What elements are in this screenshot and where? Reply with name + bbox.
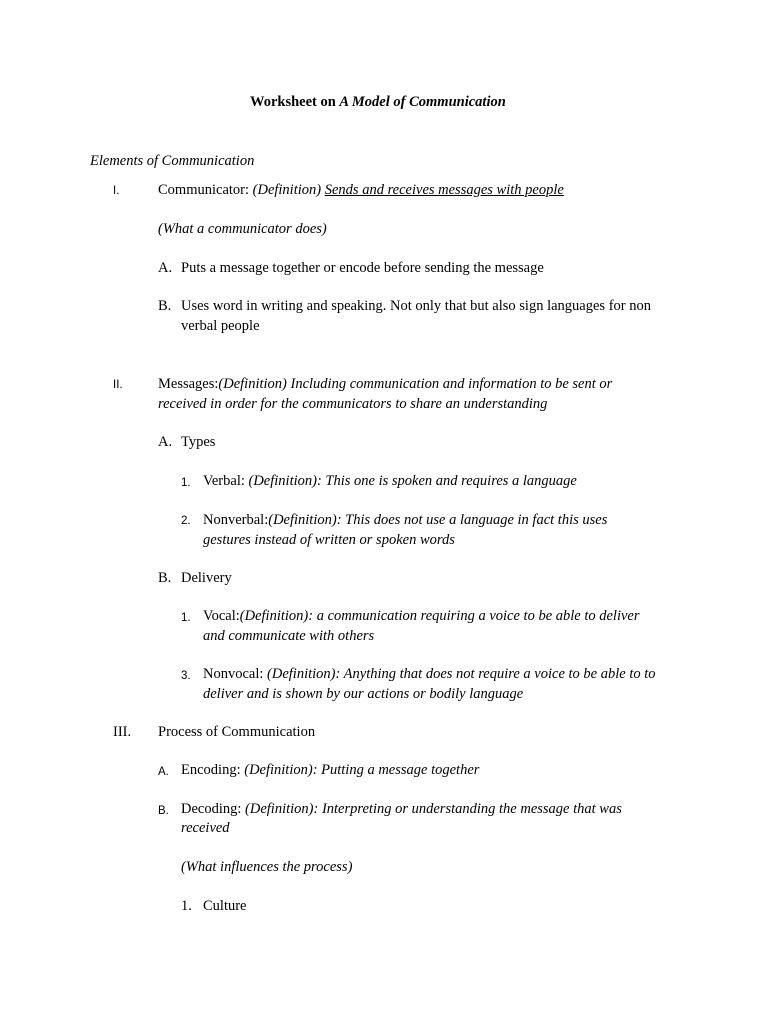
- s3-item-b-letter: B.: [158, 805, 169, 817]
- messages-label: Messages:: [158, 376, 219, 392]
- section-2-heading-line1: [158, 375, 612, 395]
- s2-a2-number: 2.: [181, 515, 191, 527]
- nonverbal-label: Nonverbal:: [203, 512, 269, 528]
- verbal-definition: (Definition): This one is spoken and requires a language: [248, 473, 577, 489]
- messages-definition-line1: (Definition) Including communication and information to be sent or: [218, 376, 613, 392]
- communicator-definition-tag: (Definition): [252, 182, 325, 198]
- s2-a1-line: [203, 472, 577, 492]
- s3-item-a-line: [181, 761, 479, 781]
- s2-item-b-text: Delivery: [181, 570, 232, 586]
- s1-item-b-letter: B.: [158, 298, 172, 314]
- s2-a2-line1: [203, 511, 607, 531]
- communicator-label: Communicator:: [158, 182, 253, 198]
- s3-item-b-line1: [181, 800, 622, 820]
- s2-b1-line1: [203, 607, 640, 627]
- messages-definition-line2: received in order for the communicators to share an understanding: [158, 396, 548, 412]
- decoding-definition-line2: received: [181, 820, 230, 836]
- s3-c1-number: 1.: [181, 898, 192, 914]
- title-prefix: Worksheet on: [250, 94, 340, 110]
- encoding-definition: (Definition): Putting a message together: [244, 762, 480, 778]
- s2-item-a-text: Types: [181, 434, 216, 450]
- s2-item-a-letter: A.: [158, 434, 173, 450]
- s3-c1-text: Culture: [203, 898, 247, 914]
- nonvocal-definition-line2: deliver and is shown by our actions or bodily language: [203, 686, 524, 702]
- encoding-label: Encoding:: [181, 762, 245, 778]
- s1-item-b-line2: verbal people: [181, 318, 260, 334]
- s2-b3-line1: [203, 665, 656, 685]
- nonverbal-definition-line2: gestures instead of written or spoken words: [203, 532, 455, 548]
- s3-item-a-letter: A.: [158, 766, 169, 778]
- vocal-definition-line1: (Definition): a communication requiring a voice to be able to deliver: [239, 608, 640, 624]
- s2-item-b-letter: B.: [158, 570, 172, 586]
- s2-b3-number: 3.: [181, 670, 191, 682]
- communicator-answer: Sends and receives messages with people: [324, 182, 564, 198]
- section-1-numeral: I.: [113, 185, 120, 197]
- s1-item-a-letter: A.: [158, 260, 173, 276]
- title-italic: A Model of Communication: [339, 94, 506, 110]
- section-heading: Elements of Communication: [90, 153, 255, 169]
- page-title: [250, 93, 506, 113]
- nonverbal-definition-line1: (Definition): This does not use a language in fact this uses: [268, 512, 608, 528]
- decoding-definition-line1: (Definition): Interpreting or understanding the message that was: [245, 801, 622, 817]
- nonvocal-label: Nonvocal:: [203, 666, 268, 682]
- s2-b1-number: 1.: [181, 612, 191, 624]
- nonvocal-definition-line1: (Definition): Anything that does not require a voice to be able to to: [267, 666, 656, 682]
- section-1-heading: [158, 181, 564, 201]
- vocal-label: Vocal:: [203, 608, 240, 624]
- verbal-label: Verbal:: [203, 473, 249, 489]
- s1-item-a-text: Puts a message together or encode before sending the message: [181, 260, 544, 276]
- decoding-label: Decoding:: [181, 801, 246, 817]
- s1-item-b-line1: Uses word in writing and speaking. Not only that but also sign languages for non: [181, 298, 651, 314]
- s2-a1-number: 1.: [181, 477, 191, 489]
- section-3-numeral: III.: [113, 724, 132, 740]
- vocal-definition-line2: and communicate with others: [203, 628, 375, 644]
- process-subprompt: (What influences the process): [181, 859, 353, 875]
- section-2-numeral: II.: [113, 379, 123, 391]
- communicator-subprompt: (What a communicator does): [158, 221, 327, 237]
- section-3-heading: Process of Communication: [158, 724, 316, 740]
